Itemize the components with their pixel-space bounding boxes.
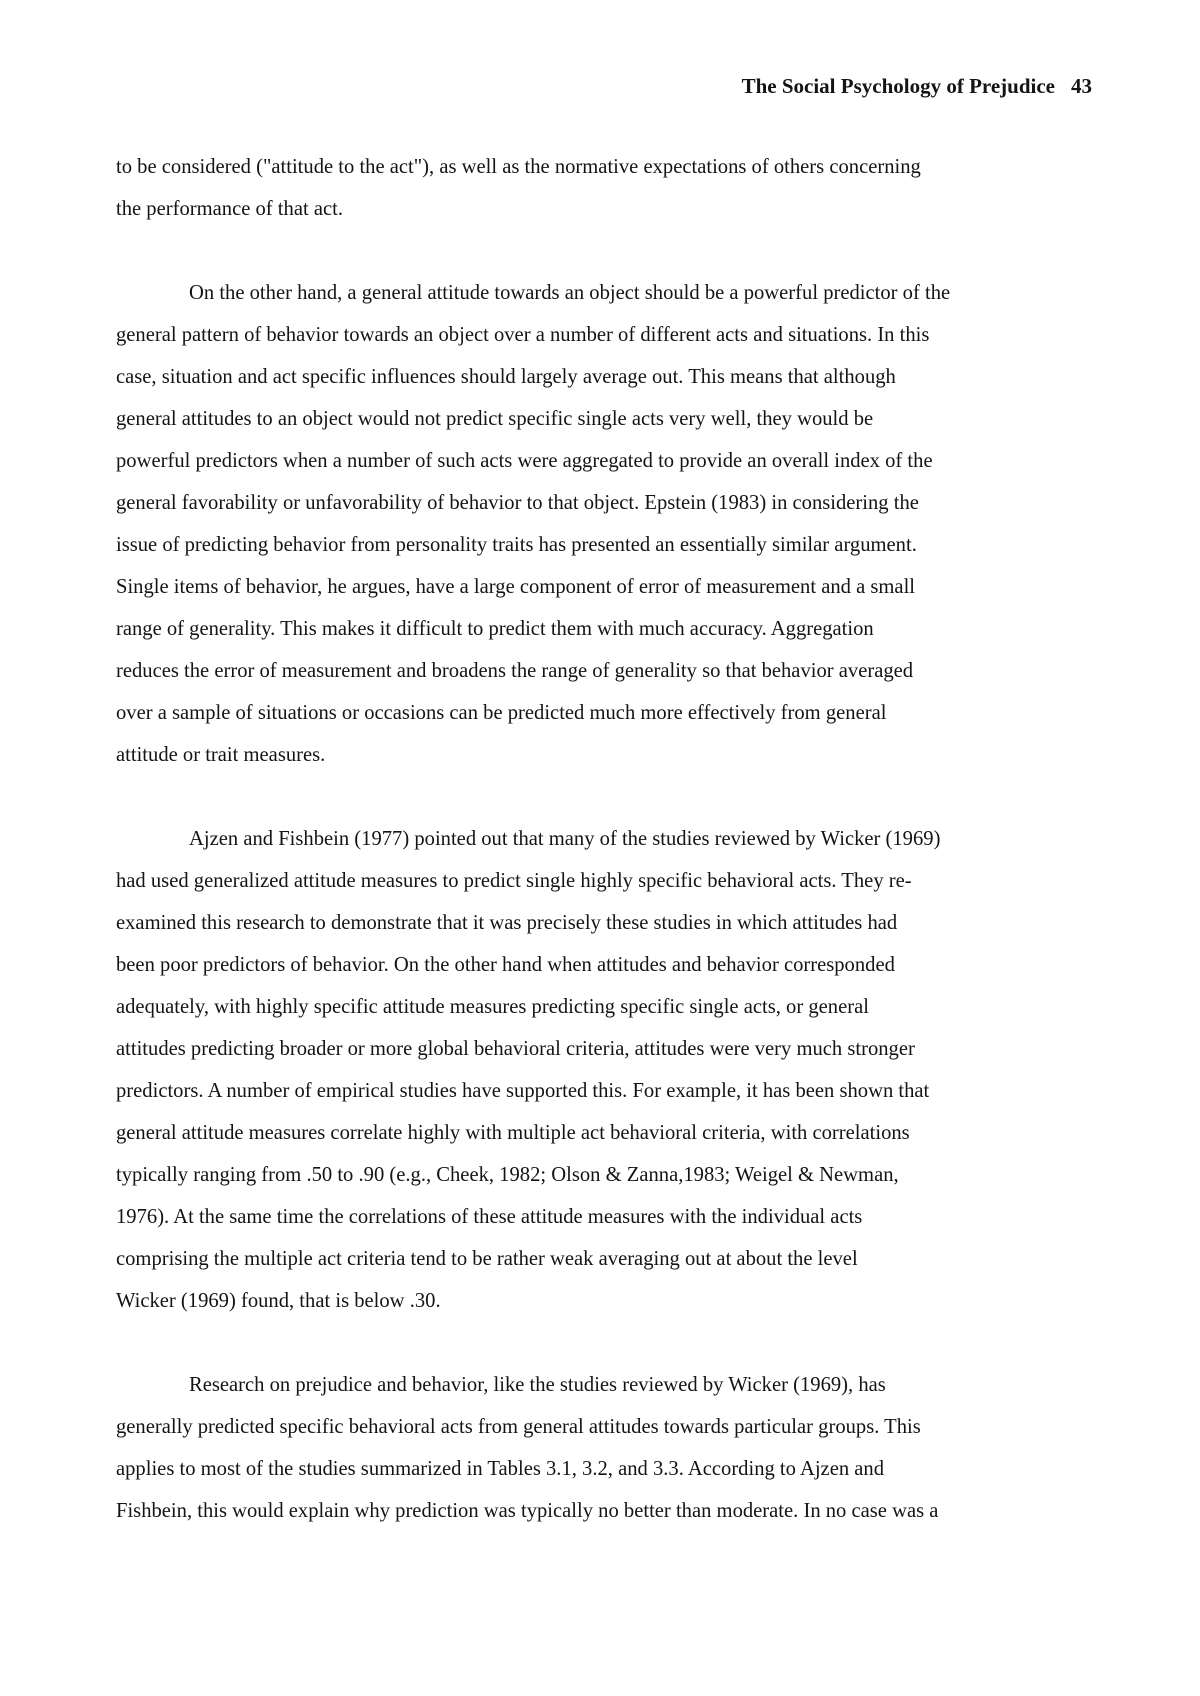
text-line: typically ranging from .50 to .90 (e.g., Cheek, 1982; Olson & Zanna,1983; Weigel & Newman,	[116, 1164, 899, 1186]
paragraph	[116, 818, 1091, 1322]
paragraph	[116, 146, 1091, 230]
text-line: generally predicted specific behavioral acts from general attitudes towards particular groups. This	[116, 1416, 921, 1438]
text-line: the performance of that act.	[116, 198, 343, 220]
text-line: issue of predicting behavior from personality traits has presented an essentially similar argument.	[116, 534, 917, 556]
text-line: been poor predictors of behavior. On the other hand when attitudes and behavior corresponded	[116, 954, 895, 976]
text-line: comprising the multiple act criteria tend to be rather weak averaging out at about the level	[116, 1248, 858, 1270]
text-line: adequately, with highly specific attitude measures predicting specific single acts, or general	[116, 996, 869, 1018]
text-line: examined this research to demonstrate that it was precisely these studies in which attitudes had	[116, 912, 898, 934]
body-text	[116, 146, 1091, 1532]
text-line: general favorability or unfavorability of behavior to that object. Epstein (1983) in considering the	[116, 492, 919, 514]
text-line: applies to most of the studies summarized in Tables 3.1, 3.2, and 3.3. According to Ajzen and	[116, 1458, 885, 1480]
text-line: predictors. A number of empirical studies have supported this. For example, it has been shown that	[116, 1080, 930, 1102]
paragraph	[116, 272, 1091, 776]
text-line: 1976). At the same time the correlations of these attitude measures with the individual acts	[116, 1206, 863, 1228]
text-line: to be considered ("attitude to the act"), as well as the normative expectations of others concerning	[116, 156, 921, 178]
paragraph-gap	[116, 1322, 1091, 1364]
text-line: range of generality. This makes it difficult to predict them with much accuracy. Aggregation	[116, 618, 874, 640]
text-line: attitudes predicting broader or more global behavioral criteria, attitudes were very much stronger	[116, 1038, 915, 1060]
text-line: general pattern of behavior towards an object over a number of different acts and situations. In this	[116, 324, 930, 346]
text-line: attitude or trait measures.	[116, 744, 326, 766]
text-line: general attitudes to an object would not predict specific single acts very well, they would be	[116, 408, 874, 430]
text-line: Ajzen and Fishbein (1977) pointed out that many of the studies reviewed by Wicker (1969)	[189, 828, 941, 850]
text-line: On the other hand, a general attitude towards an object should be a powerful predictor of the	[189, 282, 951, 304]
text-line: Single items of behavior, he argues, have a large component of error of measurement and a small	[116, 576, 916, 598]
text-line: Fishbein, this would explain why prediction was typically no better than moderate. In no case was a	[116, 1500, 939, 1522]
text-line: had used generalized attitude measures to predict single highly specific behavioral acts. They re-	[116, 870, 912, 892]
text-line: reduces the error of measurement and broadens the range of generality so that behavior averaged	[116, 660, 914, 682]
page-number: 43	[1071, 74, 1092, 98]
text-line: over a sample of situations or occasions can be predicted much more effectively from general	[116, 702, 887, 724]
text-line: Wicker (1969) found, that is below .30.	[116, 1290, 441, 1312]
text-line: Research on prejudice and behavior, like the studies reviewed by Wicker (1969), has	[189, 1374, 886, 1396]
text-line: case, situation and act specific influences should largely average out. This means that although	[116, 366, 896, 388]
paragraph-gap	[116, 230, 1091, 272]
paragraph-gap	[116, 776, 1091, 818]
text-line: general attitude measures correlate highly with multiple act behavioral criteria, with correlations	[116, 1122, 910, 1144]
running-title: The Social Psychology of Prejudice	[741, 74, 1055, 98]
running-head	[742, 72, 1092, 100]
text-line: powerful predictors when a number of such acts were aggregated to provide an overall index of the	[116, 450, 933, 472]
paragraph	[116, 1364, 1091, 1532]
